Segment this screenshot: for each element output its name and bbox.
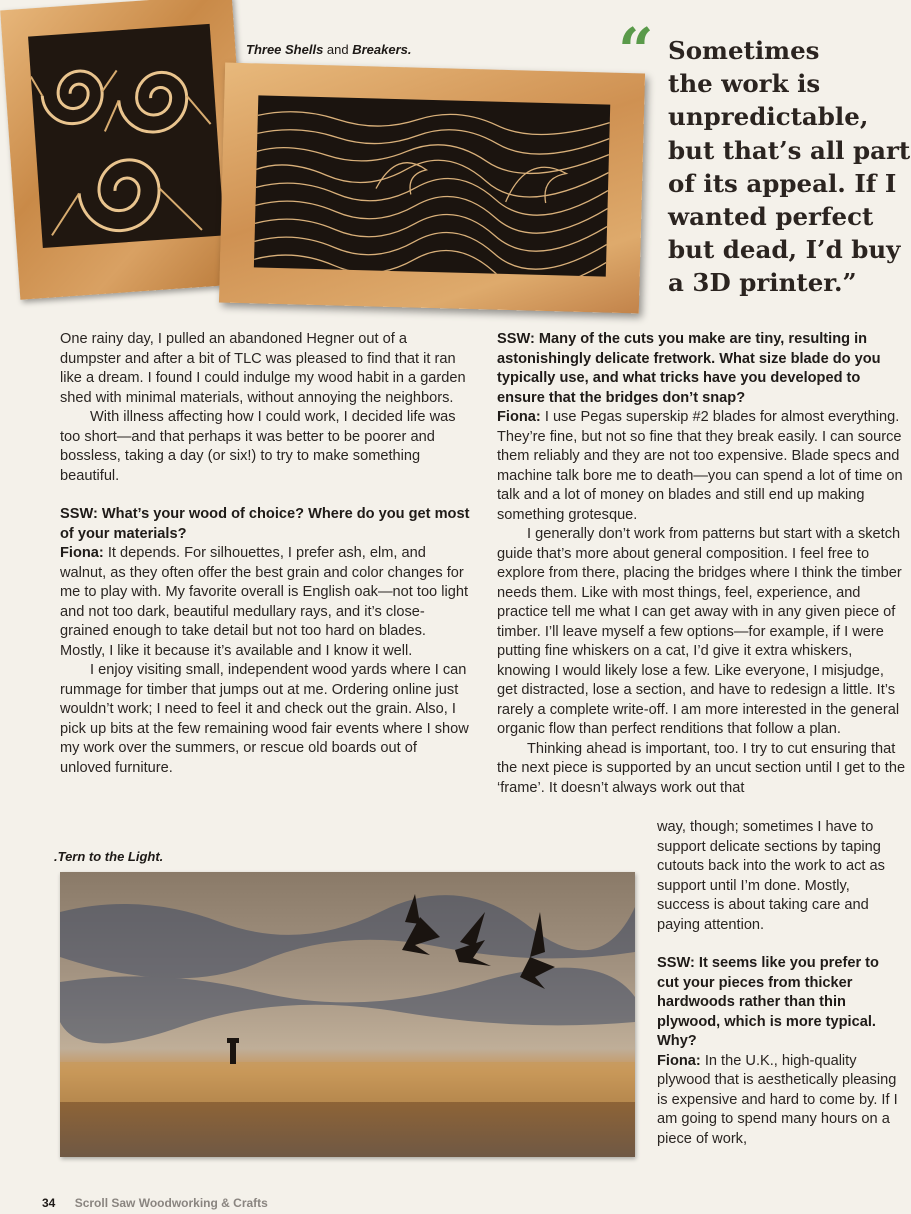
pull-quote-line: the work is [668, 69, 821, 99]
interview-answer: Fiona: In the U.K., high-quality plywood that is aesthetically pleasing is expensive and hard to come by. If I am going to spend many hours on a piece of work, [657, 1052, 898, 1147]
pull-quote-line: Sometimes [668, 36, 820, 65]
speaker-label: Fiona: [657, 1052, 701, 1069]
three-shells-photo [0, 0, 252, 300]
page-number: 34 [42, 1196, 56, 1210]
breakers-fretwork-image [254, 95, 610, 276]
paragraph: I generally don’t work from patterns but start with a sketch guide that’s more about general composition. I feel free to explore from there, placing the bridges where I think the timber needs them. Like with most things, feel, experience, and practice tell me what I can get away with in any given piece of timber. I’ll leave myself a few options—for example, if I were putting fine whiskers on a cat, I’d give it extra whiskers, knowing I would likely lose a few. Like everyone, I misjudge, get distracted, lose a section, and have to redesign a little. It’s rarely a complete write-off. I am more interested in the general organic flow than perfect renditions that follow a plan. [497, 526, 902, 737]
interview-question: SSW: Many of the cuts you make are tiny, resulting in astonishingly delicate fretwork. What size blade do you typically use, and what tricks have you developed to ensure that the bridges don’t snap? [497, 331, 881, 406]
pull-quote-line: of its appeal. If I [668, 168, 897, 198]
speaker-label: Fiona: [497, 409, 541, 425]
speaker-label: Fiona: [60, 545, 104, 561]
paragraph: Thinking ahead is important, too. I try to cut ensuring that the next piece is supported by an uncut section until I get to the ‘frame’. It doesn’t always work out that [497, 740, 906, 796]
interview-answer: Fiona: It depends. For silhouettes, I prefer ash, elm, and walnut, as they often offer the best grain and color changes for me to play with. My favorite overall is English oak—not too light and not too dark, beautiful medullary rays, and it’s close-grained enough to take detail but not too hard on blades. Mostly, I like it because it’s available and I know it well. [60, 545, 468, 659]
interview-question: SSW: It seems like you prefer to cut your pieces from thicker hardwoods rather than thin plywood, which is more typical. Why? [657, 955, 879, 1049]
photo-caption-top: Three Shells and Breakers. [246, 42, 412, 57]
pull-quote-line: wanted perfect [668, 202, 874, 232]
left-column [60, 330, 470, 778]
magazine-title: Scroll Saw Woodworking & Crafts [74, 1196, 268, 1210]
breakers-photo [219, 63, 645, 314]
photo-caption-bottom: .Tern to the Light. [54, 849, 164, 864]
right-column [497, 330, 907, 798]
pull-quote-line: but that’s all part [668, 135, 911, 165]
paragraph: With illness affecting how I could work, I decided life was too short—and that perhaps it was better to be poorer and bossless, taking a day (or six!) to try to make something beautiful. [60, 409, 456, 484]
paragraph: way, though; sometimes I have to support delicate sections by taping cutouts back into the work to act as support until I’m done. Mostly, success is about taking care and paying attention. [657, 819, 885, 933]
paragraph: I enjoy visiting small, independent wood yards where I can rummage for timber that jumps out at me. Ordering online just wouldn’t work; I need to feel it and check out the grain. Also, I pick up bits at the few remaining wood fair events where I show my work over the summers, or rescue old boards out of unloved furniture. [60, 662, 469, 776]
paragraph: One rainy day, I pulled an abandoned Hegner out of a dumpster and after a bit of TLC was pleased to find that it ran like a dream. I found I could indulge my wood habit in a garden shed with minimal materials, without annoying the neighbors. [60, 331, 466, 406]
right-column-narrow [657, 818, 902, 1149]
quote-mark-icon: “ [618, 14, 654, 87]
tern-image [60, 872, 635, 1157]
interview-question: SSW: What’s your wood of choice? Where do you get most of your materials? [60, 506, 470, 542]
interview-answer: Fiona: I use Pegas superskip #2 blades for almost everything. They’re fine, but not so fine that they break easily. I can source them reliably and they are not too expensive. Blade specs and machine talk bore me to death—you can spend a lot of time on talk and a lot of money on blades and still end up making something grotesque. [497, 409, 903, 523]
page-footer [42, 1196, 268, 1210]
tern-to-the-light-photo [60, 872, 635, 1157]
pull-quote [668, 34, 910, 300]
pull-quote-line: a 3D printer.” [668, 268, 857, 298]
shells-fretwork-image [28, 24, 224, 248]
pull-quote-line: but dead, I’d buy [668, 235, 901, 265]
pull-quote-line: unpredictable, [668, 102, 869, 132]
